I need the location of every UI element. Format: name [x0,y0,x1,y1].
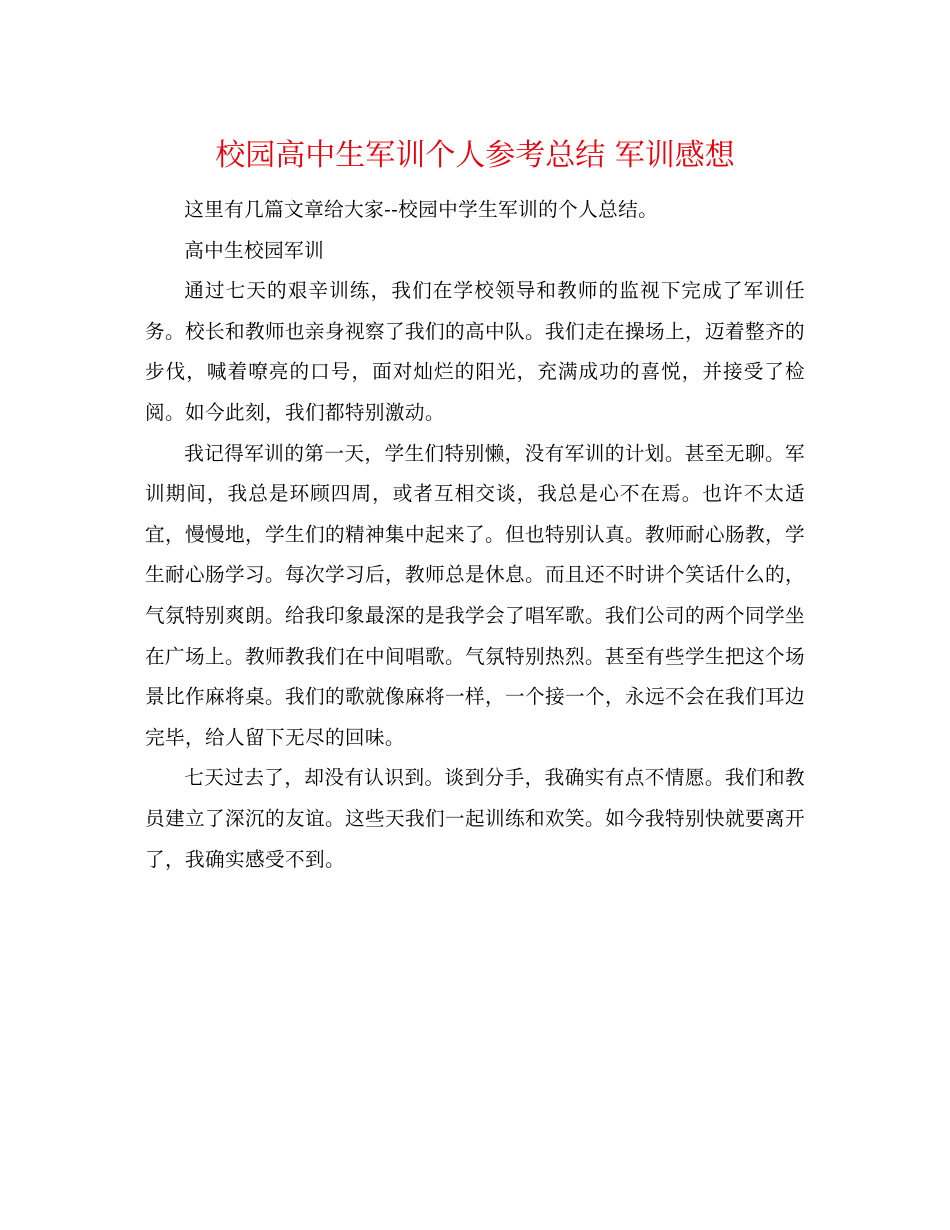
paragraph-intro: 这里有几篇文章给大家--校园中学生军训的个人总结。 [184,198,659,221]
paragraph-farewell: 七天过去了，却没有认识到。谈到分手，我确实有点不情愿。我们和教员建立了深沉的友谊。这些天我们一起训练和欢笑。如今我特别快就要离开了，我确实感受不到。 [145,766,805,871]
paragraph-first-day: 我记得军训的第一天，学生们特别懒，没有军训的计划。甚至无聊。军训期间，我总是环顾四周，或者互相交谈，我总是心不在焉。也许不太适宜，慢慢地，学生们的精神集中起来了。但也特别认真。教师耐心肠教，学生耐心肠学习。每次学习后，教师总是休息。而且还不时讲个笑话什么的，气氛特别爽朗。给我印象最深的是我学会了唱军歌。我们公司的两个同学坐在广场上。教师教我们在中间唱歌。气氛特别热烈。甚至有些学生把这个场景比作麻将桌。我们的歌就像麻将一样，一个接一个，永远不会在我们耳边完毕，给人留下无尽的回味。 [145,441,805,749]
document-body [145,190,805,880]
paragraph-subheading: 高中生校园军训 [184,238,325,262]
paragraph-training-complete: 通过七天的艰辛训练，我们在学校领导和教师的监视下完成了军训任务。校长和教师也亲身视察了我们的高中队。我们走在操场上，迈着整齐的步伐，喊着嘹亮的口号，面对灿烂的阳光，充满成功的喜悦，并接受了检阅。如今此刻，我们都特别激动。 [145,279,805,424]
document-title: 校园高中生军训个人参考总结 军训感想 [215,138,735,173]
